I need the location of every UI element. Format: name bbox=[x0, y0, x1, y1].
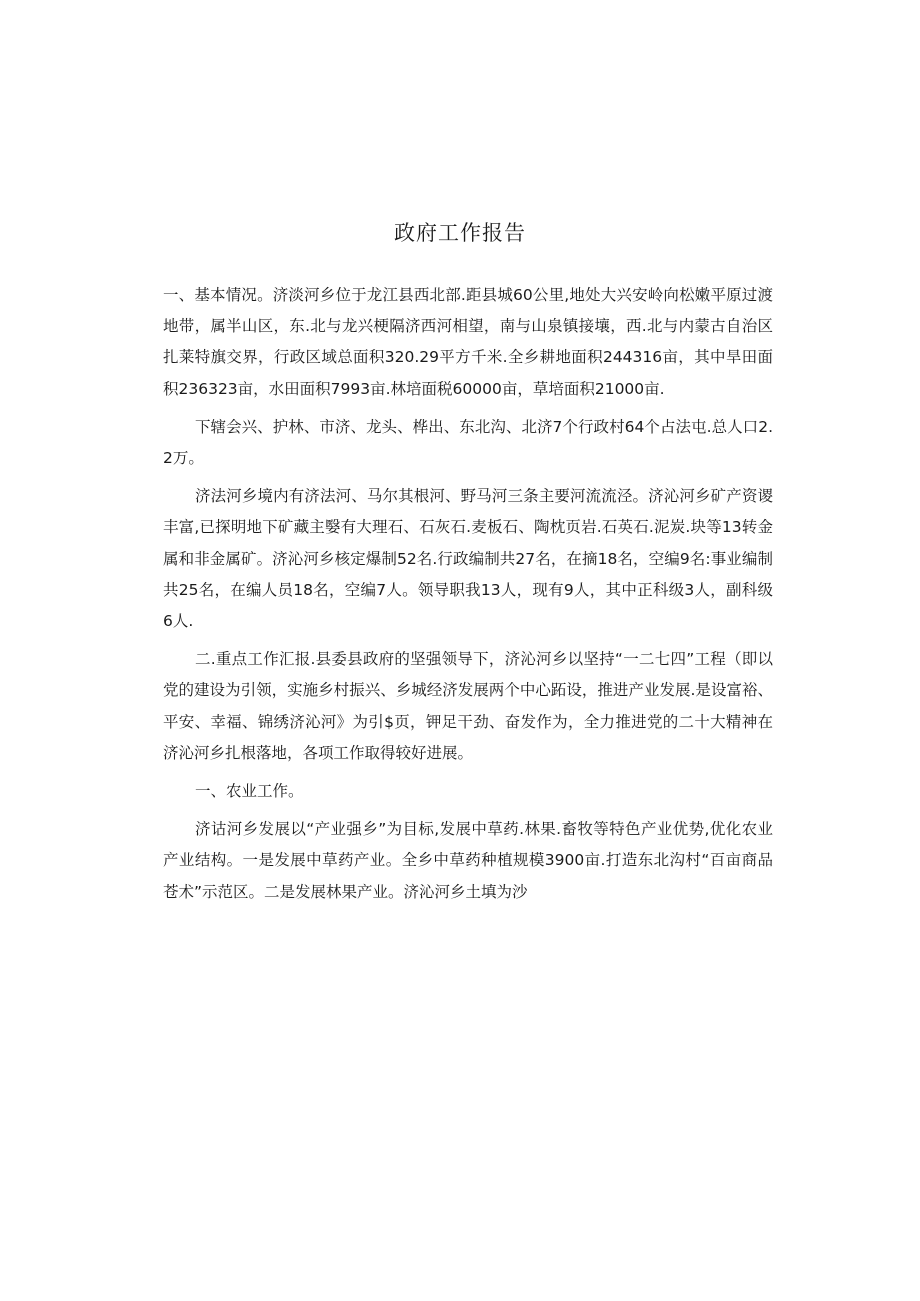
paragraph-key-work-report: 二.重点工作汇报.县委县政府的坚强领导下，济沁河乡以坚持“一二七四”工程（即以党的建设为引领，实施乡村振兴、乡城经济发展两个中心跖设，推进产业发展.是设富裕、平安、幸福、锦绣济沁河》为引$页，钾足干劲、奋发作为，全力推进党的二十大精神在济沁河乡扎根落地，各项工作取得较好进展。 bbox=[163, 650, 773, 762]
paragraph-rivers-and-minerals: 济法河乡境内有济法河、马尔其根河、野马河三条主要河流流泾。济沁河乡矿产资谡丰富,已探明地下矿藏主嫛有大理石、石灰石.麦板石、陶枕页岩.石英石.泥炭.块等13转金属和非金属矿。济沁河乡核定爆制52名.行政编制共27名，在摘18名，空编9名:事业编制共25名，在编人员18名，空编7人。领导职我13人，现有9人，其中正科级3人，副科级6人. bbox=[163, 487, 773, 631]
paragraph-basic-situation: 一、基本情况。济淡河乡位于龙江县西北部.距县城60公里,地处大兴安岭向松嫩平原过渡地带，属半山区，东.北与龙兴梗隔济西河相望，南与山泉镇接壤，西.北与内蒙古自治区扎莱特旗交界，行政区域总面积320.29平方千米.全乡耕地面积244316亩，其中旱田面积236323亩，水田面积7993亩.林培面税60000亩，草培面积21000亩. bbox=[163, 286, 773, 398]
section-heading-agriculture: 一、农业工作。 bbox=[195, 782, 304, 801]
document-body bbox=[163, 280, 773, 915]
document-title: 政府工作报告 bbox=[394, 221, 526, 245]
paragraph-agriculture: 济诂河乡发展以“产业强乡”为目标,发展中草药.林果.畜牧等特色产业优势,优化农业产业结构。一是发展中草药产业。全乡中草药种植规模3900亩.打造东北沟村“百亩商品苍术”示范区。二是发展林果产业。济沁河乡土填为沙 bbox=[163, 820, 773, 901]
paragraph-jurisdiction: 下辖会兴、护林、市济、龙头、桦出、东北沟、北济7个行政村64个占法屯.总人口2.2万。 bbox=[163, 417, 773, 468]
